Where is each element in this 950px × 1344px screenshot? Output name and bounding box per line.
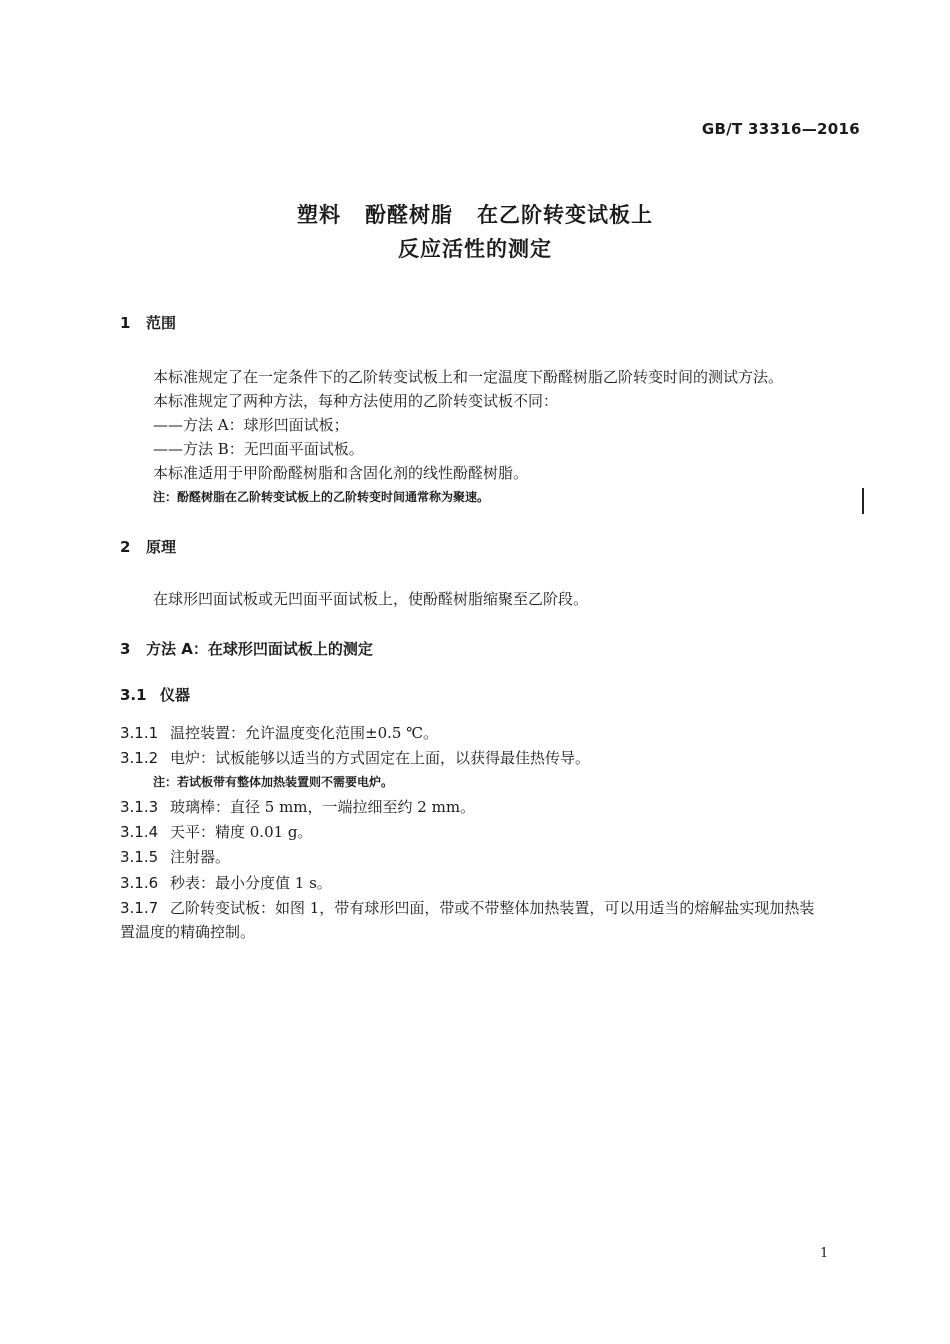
standard-code: GB/T 33316—2016 [701,120,860,138]
clause-number: 3.1.3 [120,798,159,816]
section-title: 原理 [146,538,177,556]
clause-3-1-4 [120,821,313,842]
document-title [0,198,950,266]
s2-para: 在球形凹面试板或无凹面平面试板上，使酚醛树脂缩聚至乙阶段。 [153,590,589,608]
subsection-title: 仪器 [160,686,191,704]
s1-list-item-a: ——方法 A：球形凹面试板； [153,416,349,434]
clause-text: 乙阶转变试板：如图 1，带有球形凹面，带或不带整体加热装置，可以用适当的熔解盐实现加热装 [170,899,815,917]
clause-3-1-5 [120,846,230,867]
clause-text: 电炉：试板能够以适当的方式固定在上面，以获得最佳热传导。 [170,749,591,767]
clause-text: 温控装置：允许温度变化范围±0.5 ℃。 [170,724,438,742]
clause-3-1-6 [120,872,332,893]
section-1-heading [120,312,176,333]
clause-number: 3.1.7 [120,899,159,917]
section-2-heading [120,536,176,557]
clause-3-1-1 [120,722,438,743]
section-3-heading [120,638,373,659]
clause-number: 3.1.4 [120,823,159,841]
clause-3-1-7 [120,897,814,918]
subsection-3-1-heading [120,684,190,705]
subsection-number: 3.1 [120,686,147,704]
s1-para-1: 本标准规定了在一定条件下的乙阶转变试板上和一定温度下酚醛树脂乙阶转变时间的测试方法。 [153,368,784,386]
title-part-1: 塑料 [297,203,341,227]
section-number: 2 [120,538,131,556]
s1-list-item-b: ——方法 B：无凹面平面试板。 [153,440,364,458]
clause-text: 天平：精度 0.01 g。 [170,823,313,841]
section-number: 3 [120,640,131,658]
section-title: 方法 A：在球形凹面试板上的测定 [146,640,373,658]
clause-number: 3.1.2 [120,749,159,767]
clause-text: 注射器。 [170,848,231,866]
change-bar [862,488,864,514]
s1-para-3: 本标准适用于甲阶酚醛树脂和含固化剂的线性酚醛树脂。 [153,464,529,482]
clause-number: 3.1.5 [120,848,159,866]
title-line-1 [0,198,950,232]
title-part-3: 在乙阶转变试板上 [477,203,653,227]
clause-3-1-2-note: 注：若试板带有整体加热装置则不需要电炉。 [153,775,394,789]
clause-number: 3.1.6 [120,874,159,892]
clause-text: 秒表：最小分度值 1 s。 [170,874,332,892]
clause-number: 3.1.1 [120,724,159,742]
clause-3-1-7-continued: 置温度的精确控制。 [120,923,256,941]
clause-3-1-2 [120,747,590,768]
title-part-2: 酚醛树脂 [365,203,453,227]
s1-note: 注：酚醛树脂在乙阶转变试板上的乙阶转变时间通常称为聚速。 [153,490,490,504]
clause-text: 玻璃棒：直径 5 mm，一端拉细至约 2 mm。 [170,798,476,816]
title-line-2: 反应活性的测定 [398,237,552,261]
section-title: 范围 [146,314,177,332]
s1-para-2: 本标准规定了两种方法，每种方法使用的乙阶转变试板不同： [153,392,559,410]
page-number: 1 [820,1246,829,1261]
section-number: 1 [120,314,131,332]
clause-3-1-3 [120,796,475,817]
